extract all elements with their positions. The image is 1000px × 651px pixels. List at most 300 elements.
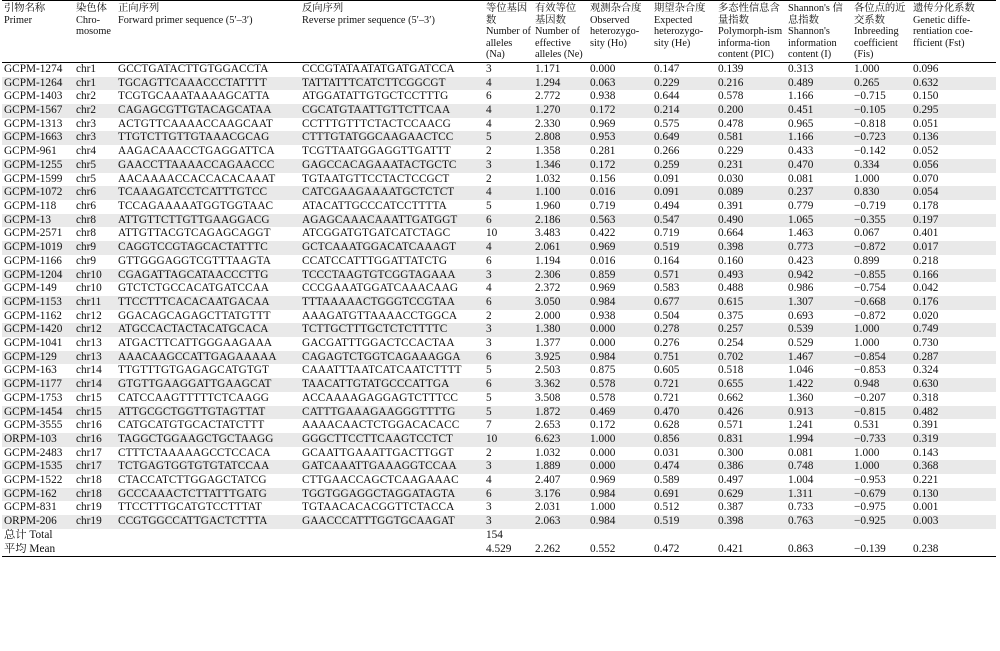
- cell-ne: 3.483: [535, 227, 561, 240]
- cell-pic: 0.387: [718, 501, 744, 514]
- cell-na: 4: [484, 186, 533, 200]
- cell-pic: 0.257: [716, 323, 786, 337]
- cell-shannon: 0.748: [786, 460, 852, 474]
- cell-chromosome: chr11: [74, 296, 116, 310]
- cell-ho: 0.984: [588, 488, 652, 502]
- cell-ne: 1.032: [535, 446, 561, 459]
- cell-primer: GCPM-2483: [4, 446, 63, 459]
- cell-fis: 1.000: [852, 460, 911, 474]
- cell-ne: 2.653: [535, 419, 561, 432]
- table-row: [2, 159, 996, 173]
- cell-ho: 0.469: [588, 406, 652, 420]
- cell-ne: 1.889: [533, 460, 588, 474]
- cell-shannon: 1.994: [786, 433, 852, 447]
- cell-ho: 0.969: [588, 241, 652, 255]
- cell-primer: GCPM-1753: [4, 391, 63, 404]
- cell-forward-sequence: GTGTTGAAGGATTGAAGCAT: [116, 378, 300, 392]
- cell-forward-sequence: ACTGTTCAAAACCAAGCAAT: [118, 117, 273, 130]
- cell-chromosome: chr5: [74, 159, 116, 173]
- cell-shannon: 1.311: [786, 488, 852, 502]
- cell-ne: 2.031: [535, 501, 561, 514]
- cell-fst: 0.001: [913, 501, 939, 514]
- cell-pic: 0.231: [716, 159, 786, 173]
- table-row: [2, 77, 996, 91]
- table-row: [2, 447, 996, 461]
- cell-na: 2: [486, 172, 492, 185]
- cell-chromosome: chr15: [76, 391, 102, 404]
- cell-fis: −0.854: [852, 351, 911, 365]
- cell-reverse-sequence: GATCAAATTGAAAGGTCCAA: [300, 460, 484, 474]
- cell-fst: 0.130: [911, 488, 996, 502]
- cell-ho: 0.969: [590, 117, 616, 130]
- cell-fis: −0.975: [854, 501, 886, 514]
- cell-pic: 0.490: [716, 214, 786, 228]
- cell-he: 0.605: [654, 364, 680, 377]
- table-row: [2, 227, 996, 241]
- cell-pic: 0.702: [716, 351, 786, 365]
- mean-label: 平均 Mean: [2, 543, 484, 557]
- cell-shannon: 0.965: [788, 117, 814, 130]
- cell-he: 0.691: [652, 488, 716, 502]
- cell-ho: 0.984: [588, 296, 652, 310]
- table-row: [2, 364, 996, 378]
- total-empty-cell: [588, 529, 652, 543]
- cell-pic: 0.497: [718, 474, 744, 487]
- cell-ho: 0.016: [588, 186, 652, 200]
- table-row: [2, 419, 996, 433]
- cell-na: 10: [486, 227, 498, 240]
- cell-primer: GCPM-1420: [2, 323, 74, 337]
- cell-na: 3: [484, 323, 533, 337]
- cell-ho: 0.578: [588, 378, 652, 392]
- cell-forward-sequence: TTCCTTTGCATGTCCTTTAT: [118, 501, 262, 514]
- cell-ne: 2.772: [535, 90, 561, 103]
- cell-chromosome: chr2: [76, 90, 97, 103]
- table-row: [2, 118, 996, 132]
- cell-fst: 0.052: [913, 145, 939, 158]
- cell-fst: 0.051: [913, 117, 939, 130]
- cell-fst: 0.319: [911, 433, 996, 447]
- cell-na: 3: [484, 269, 533, 283]
- cell-ne: 1.270: [533, 104, 588, 118]
- cell-primer: GCPM-1535: [2, 460, 74, 474]
- cell-fst: 0.150: [913, 90, 939, 103]
- table-row: [2, 433, 996, 447]
- cell-ho: 0.172: [590, 419, 616, 432]
- cell-fis: −0.853: [854, 364, 886, 377]
- cell-shannon: 1.241: [788, 419, 814, 432]
- cell-fis: 0.948: [852, 378, 911, 392]
- cell-na: 6: [484, 378, 533, 392]
- header-ne: 有效等位基因数 Number of effective alleles (Ne): [533, 1, 588, 63]
- cell-shannon: 1.004: [788, 474, 814, 487]
- cell-he: 0.504: [654, 309, 680, 322]
- primer-table-container: [2, 0, 996, 557]
- cell-fst: 0.482: [911, 406, 996, 420]
- cell-ne: 3.362: [533, 378, 588, 392]
- cell-fst: 0.295: [911, 104, 996, 118]
- cell-na: 6: [484, 296, 533, 310]
- cell-primer: GCPM-13: [2, 214, 74, 228]
- cell-na: 5: [484, 406, 533, 420]
- header-ho: 观测杂合度 Observed heterozygo-sity (Ho): [588, 1, 652, 63]
- cell-chromosome: chr13: [74, 351, 116, 365]
- cell-na: 7: [486, 419, 492, 432]
- cell-he: 0.512: [654, 501, 680, 514]
- cell-reverse-sequence: CAGAGTCTGGTCAGAAAGGA: [300, 351, 484, 365]
- cell-shannon: 0.423: [788, 254, 814, 267]
- cell-pic: 0.518: [718, 364, 744, 377]
- cell-fis: −0.142: [854, 145, 886, 158]
- cell-chromosome: chr6: [74, 186, 116, 200]
- cell-fis: −0.855: [852, 269, 911, 283]
- cell-na: 3: [486, 337, 492, 350]
- cell-chromosome: chr1: [76, 62, 97, 75]
- cell-ho: 0.172: [588, 159, 652, 173]
- cell-chromosome: chr2: [74, 104, 116, 118]
- cell-primer: GCPM-1072: [2, 186, 74, 200]
- cell-reverse-sequence: GCTCAAATGGACATCAAAGT: [300, 241, 484, 255]
- cell-na: 4: [484, 77, 533, 91]
- cell-shannon: 1.166: [788, 90, 814, 103]
- cell-primer: GCPM-1663: [2, 131, 74, 145]
- cell-forward-sequence: ATTGTTCTTGTTGAAGGACG: [116, 214, 300, 228]
- header-he: 期望杂合度 Expected heterozygo-sity (He): [652, 1, 716, 63]
- cell-he: 0.266: [654, 145, 680, 158]
- cell-ne: 1.872: [533, 406, 588, 420]
- total-na: 154: [486, 528, 503, 541]
- cell-reverse-sequence: CTTTGTATGGCAAGAACTCC: [300, 131, 484, 145]
- cell-chromosome: chr18: [74, 488, 116, 502]
- cell-ne: 2.808: [533, 131, 588, 145]
- cell-he: 0.519: [652, 241, 716, 255]
- cell-shannon: 0.986: [788, 282, 814, 295]
- cell-chromosome: chr15: [74, 406, 116, 420]
- cell-ne: 3.176: [533, 488, 588, 502]
- cell-ne: 2.372: [535, 282, 561, 295]
- cell-primer: GCPM-1313: [4, 117, 63, 130]
- cell-primer: GCPM-831: [4, 501, 57, 514]
- cell-pic: 0.662: [718, 391, 744, 404]
- cell-fis: 1.000: [854, 62, 880, 75]
- cell-ho: 0.000: [590, 337, 616, 350]
- mean-he: 0.472: [652, 543, 716, 557]
- cell-chromosome: chr9: [74, 241, 116, 255]
- cell-na: 6: [486, 254, 492, 267]
- cell-pic: 0.391: [718, 200, 744, 212]
- cell-ho: 0.156: [590, 172, 616, 185]
- cell-pic: 0.375: [718, 309, 744, 322]
- cell-forward-sequence: GTCTCTGCCACATGATCCAA: [118, 282, 270, 295]
- cell-ne: 3.050: [533, 296, 588, 310]
- cell-ho: 0.875: [590, 364, 616, 377]
- cell-fst: 0.042: [913, 282, 939, 295]
- cell-shannon: 0.763: [786, 515, 852, 529]
- cell-chromosome: chr19: [74, 515, 116, 529]
- cell-primer: GCPM-1264: [2, 77, 74, 91]
- cell-pic: 0.581: [716, 131, 786, 145]
- cell-fis: 0.830: [852, 186, 911, 200]
- cell-shannon: 0.237: [786, 186, 852, 200]
- cell-na: 10: [484, 433, 533, 447]
- cell-ne: 2.000: [535, 309, 561, 322]
- cell-forward-sequence: TCAAAGATCCTCATTTGTCC: [116, 186, 300, 200]
- cell-chromosome: chr3: [76, 117, 97, 130]
- cell-he: 0.677: [652, 296, 716, 310]
- table-row: [2, 104, 996, 118]
- cell-he: 0.276: [654, 337, 680, 350]
- table-row: [2, 214, 996, 228]
- cell-ho: 0.000: [590, 446, 616, 459]
- cell-reverse-sequence: GGGCTTCCTTCAAGTCCTCT: [300, 433, 484, 447]
- cell-reverse-sequence: TATTATTTCATCTTCGGCGT: [300, 77, 484, 91]
- cell-forward-sequence: AAGACAAACCTGAGGATTCA: [118, 145, 275, 158]
- cell-forward-sequence: TCGTGCAAATAAAAGCATTA: [118, 90, 270, 103]
- cell-fst: 0.070: [913, 172, 939, 185]
- cell-primer: GCPM-1255: [2, 159, 74, 173]
- cell-forward-sequence: ATTGTTACGTCAGAGCAGGT: [118, 227, 271, 240]
- mean-row: [2, 543, 996, 557]
- cell-reverse-sequence: AAAGATGTTAAAACCTGGCA: [302, 309, 458, 322]
- mean-i: 0.863: [786, 543, 852, 557]
- cell-chromosome: chr14: [74, 378, 116, 392]
- table-row: [2, 337, 996, 351]
- cell-na: 4: [484, 241, 533, 255]
- header-forward-sequence: 正向序列 Forward primer sequence (5′–3′): [116, 1, 300, 63]
- cell-primer: GCPM-1177: [2, 378, 74, 392]
- table-row: [2, 474, 996, 488]
- cell-shannon: 1.307: [786, 296, 852, 310]
- cell-chromosome: chr8: [76, 227, 97, 240]
- cell-he: 0.214: [652, 104, 716, 118]
- cell-na: 6: [484, 488, 533, 502]
- cell-he: 0.229: [652, 77, 716, 91]
- mean-na: 4.529: [484, 543, 533, 557]
- cell-forward-sequence: CAGGTCCGTAGCACTATTTC: [116, 241, 300, 255]
- table-row: [2, 501, 996, 515]
- cell-forward-sequence: CTACCATCTTGGAGCTATCG: [118, 474, 267, 487]
- cell-reverse-sequence: ATACATTGCCCATCCTTTTA: [302, 200, 447, 212]
- cell-reverse-sequence: GAGCCACAGAAATACTGCTC: [300, 159, 484, 173]
- cell-chromosome: chr8: [74, 214, 116, 228]
- cell-fis: −0.872: [852, 241, 911, 255]
- cell-pic: 0.426: [716, 406, 786, 420]
- table-row: [2, 145, 996, 159]
- cell-fis: −0.723: [852, 131, 911, 145]
- cell-primer: GCPM-129: [2, 351, 74, 365]
- header-pic: 多态性信息含量指数 Polymorph-ism informa-tion content (PIC): [716, 1, 786, 63]
- cell-primer: GCPM-149: [4, 282, 57, 295]
- cell-ne: 3.508: [535, 391, 561, 404]
- cell-na: 4: [486, 117, 492, 130]
- cell-shannon: 0.529: [788, 337, 814, 350]
- primer-statistics-table: [2, 0, 996, 557]
- cell-pic: 0.398: [716, 515, 786, 529]
- cell-chromosome: chr12: [76, 309, 102, 322]
- cell-he: 0.589: [654, 474, 680, 487]
- cell-forward-sequence: ATGCCACTACTACATGCACA: [116, 323, 300, 337]
- cell-reverse-sequence: TGTAACACACGGTTCTACCA: [302, 501, 455, 514]
- cell-forward-sequence: GCCCAAACTCTTATTTGATG: [116, 488, 300, 502]
- cell-primer: ORPM-103: [2, 433, 74, 447]
- cell-primer: GCPM-1403: [4, 90, 63, 103]
- cell-primer: GCPM-3555: [4, 419, 63, 432]
- cell-chromosome: chr18: [76, 474, 102, 487]
- table-row: [2, 131, 996, 145]
- cell-fis: −0.105: [852, 104, 911, 118]
- cell-primer: GCPM-1599: [4, 172, 63, 185]
- cell-he: 0.721: [652, 378, 716, 392]
- cell-pic: 0.488: [718, 282, 744, 295]
- cell-reverse-sequence: CCCGAAATGGATCAAACAAG: [302, 282, 459, 295]
- cell-fis: 1.000: [854, 337, 880, 350]
- cell-reverse-sequence: CCCGTATAATATGATGATCCA: [302, 62, 455, 75]
- cell-forward-sequence: TAGGCTGGAAGCTGCTAAGG: [116, 433, 300, 447]
- cell-ho: 0.938: [590, 90, 616, 103]
- cell-fis: −0.925: [852, 515, 911, 529]
- cell-fis: 0.899: [854, 254, 880, 267]
- cell-na: 3: [484, 460, 533, 474]
- cell-fst: 0.368: [911, 460, 996, 474]
- cell-ho: 1.000: [588, 433, 652, 447]
- cell-ne: 1.346: [533, 159, 588, 173]
- mean-fis: −0.139: [852, 543, 911, 557]
- cell-ho: 0.016: [590, 254, 616, 267]
- cell-fis: −0.679: [852, 488, 911, 502]
- cell-shannon: 0.489: [786, 77, 852, 91]
- cell-chromosome: chr10: [74, 269, 116, 283]
- cell-fst: 0.017: [911, 241, 996, 255]
- cell-ne: 1.960: [535, 200, 561, 212]
- cell-ho: 0.422: [590, 227, 616, 240]
- cell-fis: −0.355: [852, 214, 911, 228]
- cell-fis: −0.754: [854, 282, 886, 295]
- cell-reverse-sequence: TGTAATGTTCCTACTCCGCT: [302, 172, 450, 185]
- cell-ne: 2.306: [533, 269, 588, 283]
- cell-na: 4: [486, 474, 492, 487]
- cell-he: 0.649: [652, 131, 716, 145]
- cell-forward-sequence: TCCAGAAAAATGGTGGTAAC: [118, 200, 274, 212]
- cell-forward-sequence: CTTTCTAAAAAGCCTCCACA: [118, 446, 271, 459]
- cell-chromosome: chr14: [76, 364, 102, 377]
- cell-he: 0.031: [654, 446, 680, 459]
- cell-na: 6: [484, 351, 533, 365]
- header-chromosome: 染色体 Chro-mosome: [74, 1, 116, 63]
- cell-na: 3: [484, 159, 533, 173]
- cell-fst: 0.218: [913, 254, 939, 267]
- total-empty-cell: [911, 529, 996, 543]
- cell-ho: 0.000: [590, 62, 616, 75]
- cell-forward-sequence: ATTGCGCTGGTTGTAGTTAT: [116, 406, 300, 420]
- cell-shannon: 1.467: [786, 351, 852, 365]
- table-row: [2, 460, 996, 474]
- cell-primer: GCPM-1522: [4, 474, 63, 487]
- cell-pic: 0.655: [716, 378, 786, 392]
- cell-reverse-sequence: AAAACAACTCTGGACACACC: [302, 419, 460, 432]
- cell-reverse-sequence: CCTTTGTTTCTACTCCAACG: [302, 117, 451, 130]
- cell-forward-sequence: CCGTGGCCATTGACTCTTTA: [116, 515, 300, 529]
- table-row: [2, 406, 996, 420]
- table-body: [2, 62, 996, 556]
- cell-ho: 0.969: [590, 474, 616, 487]
- cell-fst: 0.401: [913, 227, 939, 240]
- cell-primer: ORPM-206: [2, 515, 74, 529]
- cell-na: 5: [486, 200, 492, 212]
- cell-fst: 0.197: [911, 214, 996, 228]
- cell-ne: 1.171: [535, 62, 561, 75]
- cell-ho: 0.938: [590, 309, 616, 322]
- cell-chromosome: chr13: [76, 337, 102, 350]
- cell-ne: 3.925: [533, 351, 588, 365]
- cell-reverse-sequence: CATTTGAAAGAAGGGTTTTG: [300, 406, 484, 420]
- cell-he: 0.519: [652, 515, 716, 529]
- cell-pic: 0.229: [718, 145, 744, 158]
- cell-reverse-sequence: ATGGATATTGTGCTCCTTTG: [302, 90, 449, 103]
- cell-fst: 0.221: [913, 474, 939, 487]
- cell-shannon: 0.942: [786, 269, 852, 283]
- cell-ne: 1.358: [535, 145, 561, 158]
- cell-he: 0.474: [652, 460, 716, 474]
- table-row: [2, 241, 996, 255]
- cell-fst: 0.054: [911, 186, 996, 200]
- cell-na: 5: [486, 391, 492, 404]
- cell-reverse-sequence: CATCGAAGAAAATGCTCTCT: [300, 186, 484, 200]
- header-primer: 引物名称 Primer: [2, 1, 74, 63]
- mean-ho: 0.552: [588, 543, 652, 557]
- cell-fis: −0.668: [852, 296, 911, 310]
- cell-he: 0.644: [654, 90, 680, 103]
- cell-primer: GCPM-961: [4, 145, 57, 158]
- cell-pic: 0.478: [718, 117, 744, 130]
- cell-shannon: 1.360: [788, 391, 814, 404]
- cell-fst: 0.630: [911, 378, 996, 392]
- cell-pic: 0.139: [718, 62, 744, 75]
- table-row: [2, 392, 996, 406]
- cell-reverse-sequence: AGAGCAAACAAATTGATGGT: [300, 214, 484, 228]
- cell-reverse-sequence: TAACATTGTATGCCCATTGA: [300, 378, 484, 392]
- cell-fis: −0.715: [854, 90, 886, 103]
- cell-fis: −0.953: [854, 474, 886, 487]
- cell-he: 0.547: [652, 214, 716, 228]
- cell-ho: 0.281: [590, 145, 616, 158]
- cell-shannon: 0.433: [788, 145, 814, 158]
- cell-reverse-sequence: TCGTTAATGGAGGTTGATTT: [302, 145, 451, 158]
- cell-he: 0.259: [652, 159, 716, 173]
- cell-reverse-sequence: TCTTGCTTTGCTCTCTTTTC: [300, 323, 484, 337]
- cell-chromosome: chr6: [76, 200, 97, 212]
- cell-fis: −0.719: [854, 200, 886, 212]
- cell-primer: GCPM-1041: [4, 337, 63, 350]
- cell-reverse-sequence: CCATCCATTTGGATTATCTG: [302, 254, 448, 267]
- cell-ne: 2.061: [533, 241, 588, 255]
- table-row: [2, 310, 996, 324]
- cell-pic: 0.200: [716, 104, 786, 118]
- cell-he: 0.628: [654, 419, 680, 432]
- cell-primer: GCPM-162: [2, 488, 74, 502]
- cell-na: 4: [486, 282, 492, 295]
- cell-ho: 0.953: [588, 131, 652, 145]
- cell-ho: 0.563: [588, 214, 652, 228]
- cell-shannon: 0.313: [788, 62, 814, 75]
- cell-chromosome: chr9: [76, 254, 97, 267]
- cell-forward-sequence: TTGTCTTGTTGTAAACGCAG: [116, 131, 300, 145]
- cell-pic: 0.664: [718, 227, 744, 240]
- cell-shannon: 0.913: [786, 406, 852, 420]
- table-row: [2, 488, 996, 502]
- cell-pic: 0.831: [716, 433, 786, 447]
- cell-fis: 0.265: [852, 77, 911, 91]
- cell-shannon: 0.733: [788, 501, 814, 514]
